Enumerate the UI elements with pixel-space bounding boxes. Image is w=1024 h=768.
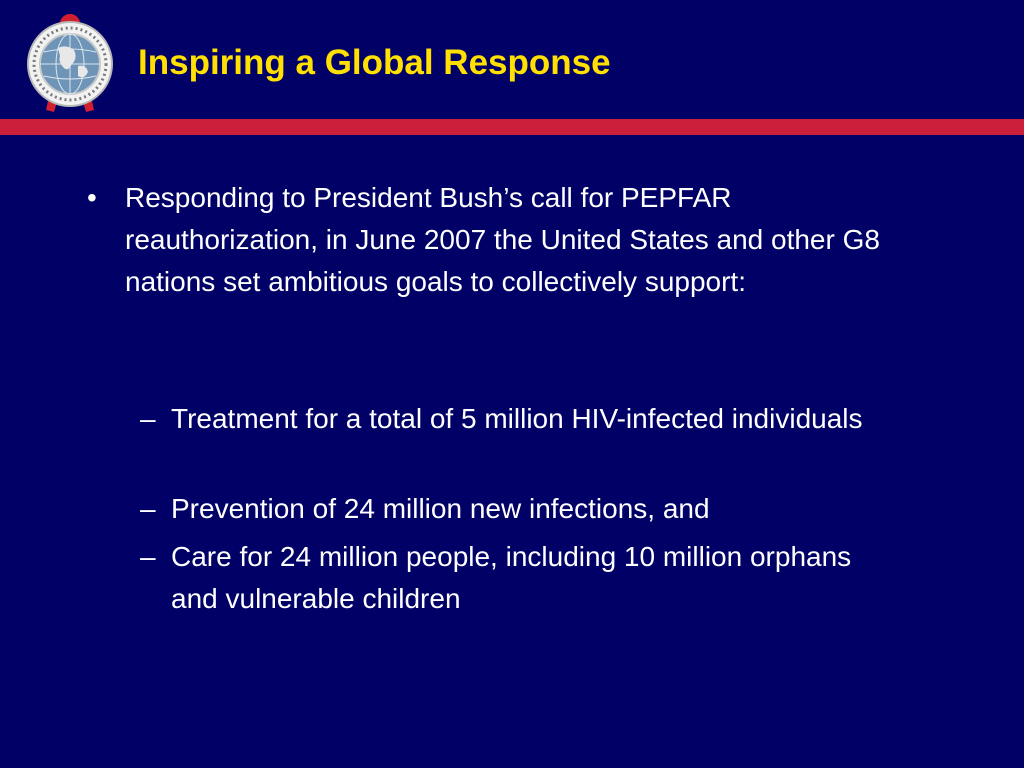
title-divider: [0, 119, 1024, 135]
sub-bullet-treatment: Treatment for a total of 5 million HIV-infected individuals: [171, 403, 863, 434]
sub-bullet-marker: –: [140, 541, 156, 572]
pepfar-seal-icon: [24, 10, 116, 114]
main-bullet: Responding to President Bush’s call for PEPFAR reauthorization, in June 2007 the United States and other G8 nations set ambitious goals to collectively support:: [125, 182, 880, 297]
bullet-marker: •: [87, 182, 97, 213]
sub-bullet-prevention: Prevention of 24 million new infections, and: [171, 493, 710, 524]
slide-title: Inspiring a Global Response: [138, 43, 611, 82]
sub-bullet-marker: –: [140, 403, 156, 434]
sub-bullet-care: Care for 24 million people, including 10 million orphans and vulnerable children: [171, 541, 852, 614]
sub-bullet-marker: –: [140, 493, 156, 524]
